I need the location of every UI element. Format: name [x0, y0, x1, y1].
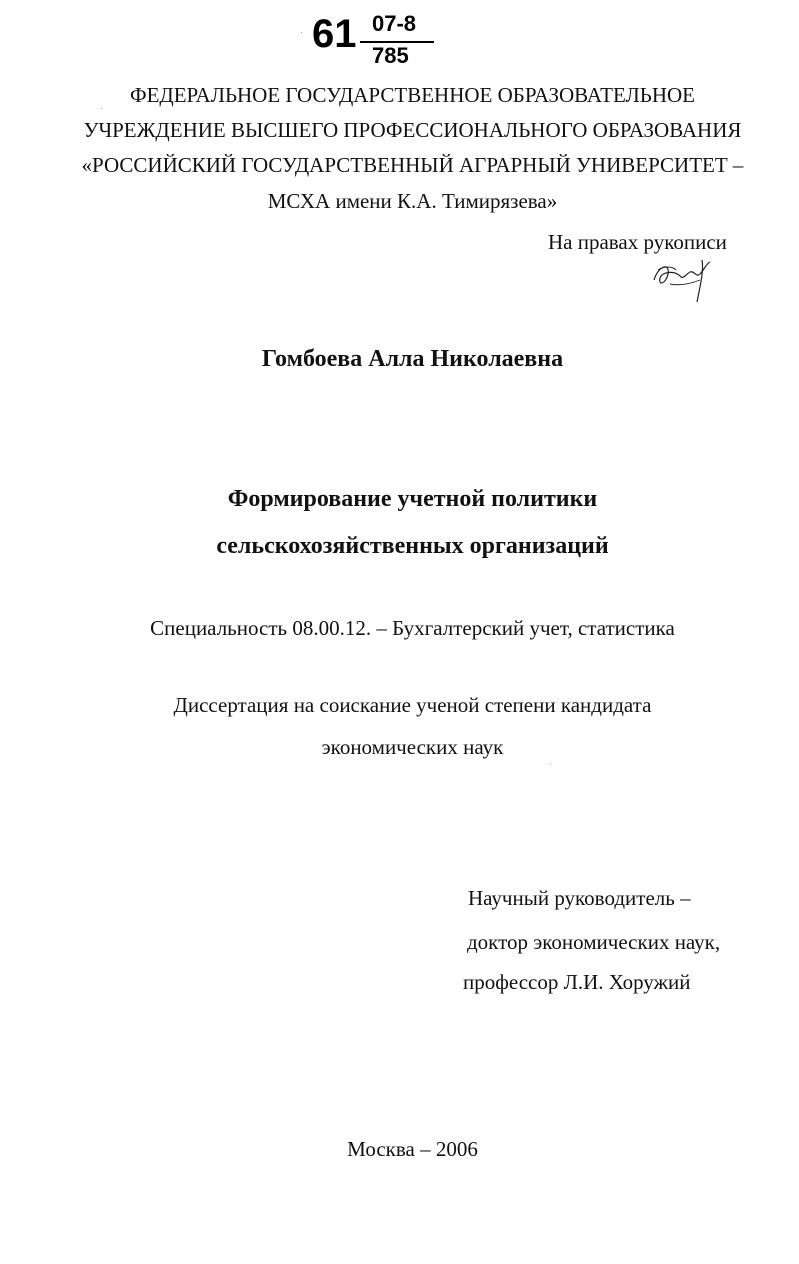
- supervisor-name: профессор Л.И. Хоружий: [463, 970, 691, 994]
- specialty: Специальность 08.00.12. – Бухгалтерский учет, статистика: [150, 616, 675, 640]
- rights-note: На правах рукописи: [548, 230, 727, 254]
- organization-line: «РОССИЙСКИЙ ГОСУДАРСТВЕННЫЙ АГРАРНЫЙ УНИВЕРСИТЕТ –: [81, 153, 744, 177]
- scan-speck: [550, 764, 551, 765]
- organization-line: УЧРЕЖДЕНИЕ ВЫСШЕГО ПРОФЕССИОНАЛЬНОГО ОБРАЗОВАНИЯ: [83, 118, 742, 142]
- city-year: Москва – 2006: [347, 1137, 478, 1161]
- supervisor-degree: доктор экономических наук,: [467, 930, 721, 954]
- stamp-fraction-top: 07-8: [372, 11, 417, 36]
- stamp-number: 61: [312, 12, 357, 56]
- scan-speck: [101, 108, 102, 109]
- scan-speck: [301, 32, 302, 33]
- handwritten-signature-icon: [650, 250, 714, 304]
- author-name: Гомбоева Алла Николаевна: [261, 346, 564, 372]
- title-line: сельскохозяйственных организаций: [216, 533, 609, 559]
- degree-line: экономических наук: [321, 735, 504, 759]
- title-line: Формирование учетной политики: [227, 486, 598, 512]
- supervisor-role: Научный руководитель –: [468, 886, 691, 910]
- organization-line: ФЕДЕРАЛЬНОЕ ГОСУДАРСТВЕННОЕ ОБРАЗОВАТЕЛЬНОЕ: [129, 83, 695, 107]
- stamp-fraction-bottom: 785: [372, 43, 409, 68]
- degree-line: Диссертация на соискание ученой степени кандидата: [173, 693, 652, 717]
- organization-line: МСХА имени К.А. Тимирязева»: [267, 189, 558, 213]
